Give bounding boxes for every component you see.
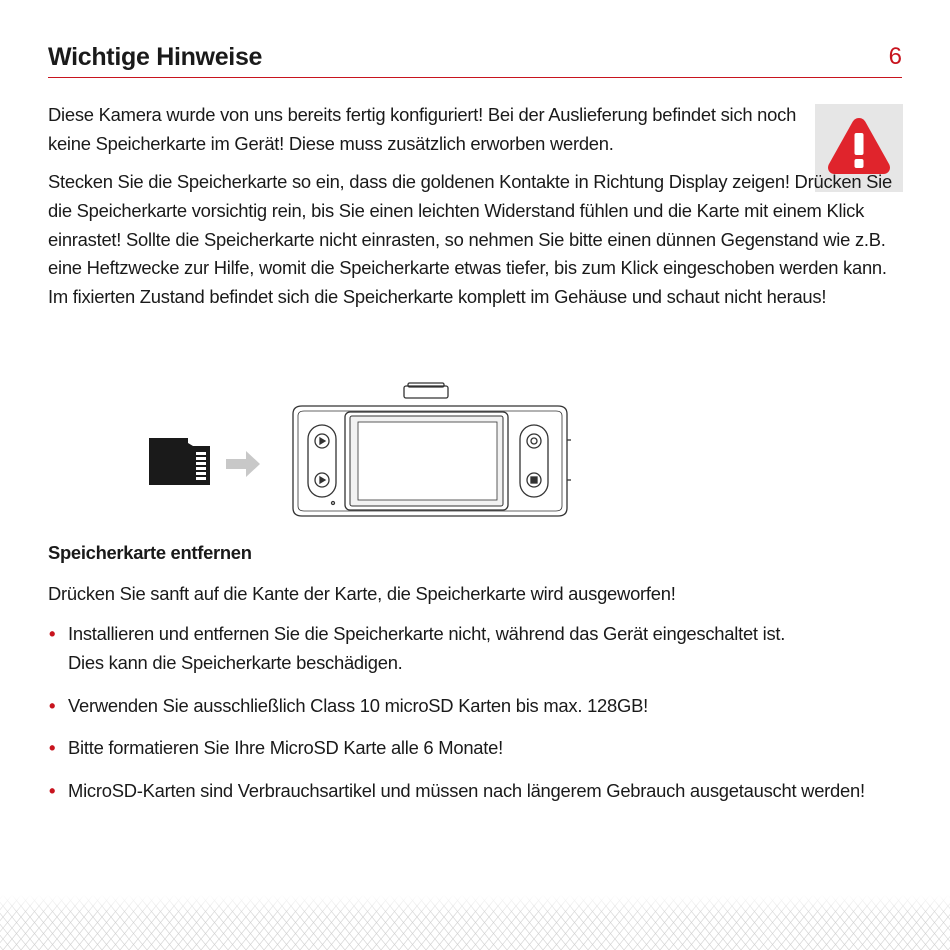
intro-paragraph: Diese Kamera wurde von uns bereits fertig konfiguriert! Bei der Auslieferung befindet sich noch keine Speicherkarte im Gerät! Diese muss zusätzlich erworben werden.	[48, 104, 797, 154]
page-title: Wichtige Hinweise	[48, 43, 263, 71]
microsd-card-icon	[149, 438, 210, 485]
list-item	[48, 777, 908, 806]
insert-instructions-paragraph: Stecken Sie die Speicherkarte so ein, dass die goldenen Kontakte in Richtung Display zeigen! Drücken Sie die Speicherkarte vorsichtig rein, bis Sie einen leichten Widerstand fühlen und die Karte mit einem Klick einrastet! Sollte die Speicherkarte nicht einrasten, so nehmen Sie bitte einen dünnen Gegenstand wie z.B. eine Heftzwecke zur Hilfe, womit die Speicherkarte etwas tiefer, bis zum Klick eingeschoben werden kann. Im fixierten Zustand befindet sich die Speicherkarte komplett im Gehäuse und schaut nicht heraus!	[48, 171, 892, 308]
list-item	[48, 734, 908, 763]
page-number: 6	[888, 43, 902, 70]
dashcam-illustration	[293, 383, 571, 516]
bullet-dot: •	[49, 737, 56, 759]
remove-card-paragraph: Drücken Sie sanft auf die Kante der Karte, die Speicherkarte wird ausgeworfen!	[48, 583, 676, 604]
notes-list	[48, 620, 908, 820]
list-item	[48, 692, 908, 721]
page-header	[48, 40, 902, 78]
insert-card-figure	[140, 380, 580, 525]
list-item-text: MicroSD-Karten sind Verbrauchsartikel und müssen nach längerem Gebrauch ausgetauscht werden!	[68, 780, 865, 802]
list-item-text: Installieren und entfernen Sie die Speicherkarte nicht, während das Gerät eingeschaltet ist.	[68, 623, 786, 644]
list-item-text: Verwenden Sie ausschließlich Class 10 microSD Karten bis max. 128GB!	[68, 694, 648, 716]
bullet-dot: •	[49, 694, 56, 716]
arrow-right-icon	[226, 451, 260, 477]
list-item-text-continued: Dies kann die Speicherkarte beschädigen.	[68, 651, 403, 673]
footer-decoration	[0, 895, 950, 950]
bullet-dot: •	[49, 623, 56, 644]
remove-card-heading: Speicherkarte entfernen	[48, 542, 252, 563]
bullet-dot: •	[49, 780, 56, 802]
list-item	[48, 620, 908, 678]
list-item-text: Bitte formatieren Sie Ihre MicroSD Karte alle 6 Monate!	[68, 737, 503, 759]
